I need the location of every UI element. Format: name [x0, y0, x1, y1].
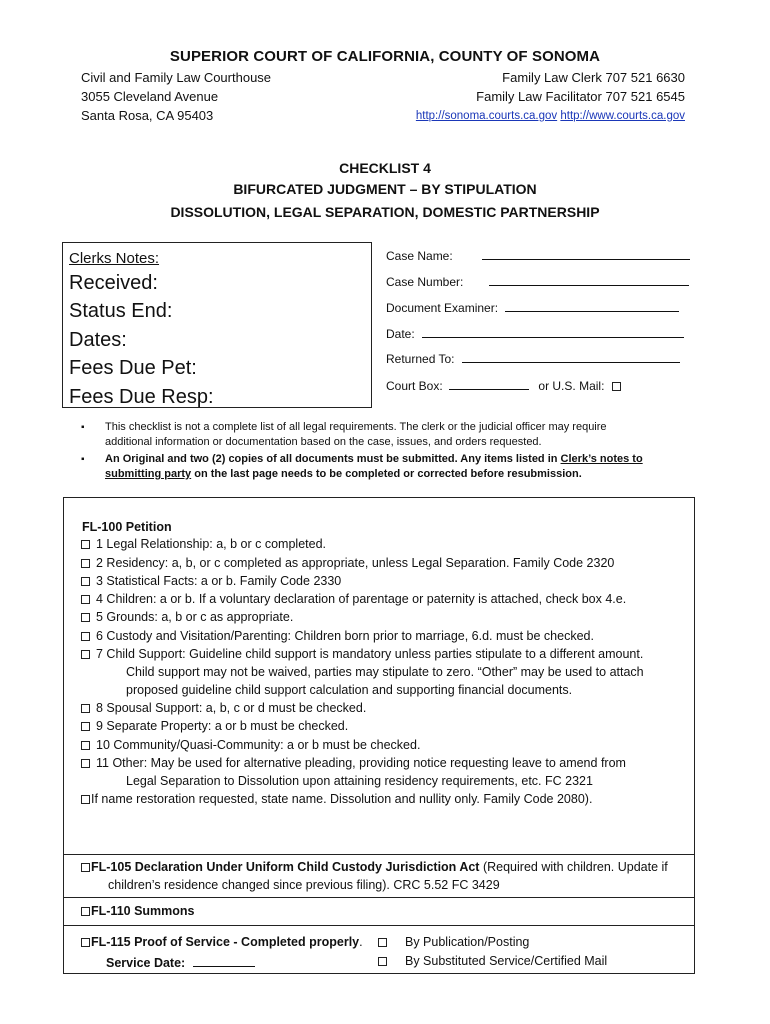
submitting-party-ref: submitting party	[105, 468, 192, 480]
fl100-item-1-text: 1 Legal Relationship: a, b or c completed.	[96, 537, 326, 551]
court-box-label: Court Box:	[386, 379, 443, 393]
fl100-item-3-checkbox[interactable]	[81, 577, 90, 586]
fl100-item-11-text: 11 Other: May be used for alternative pleading, providing notice requesting leave to amend from	[96, 756, 626, 770]
us-mail-checkbox[interactable]	[612, 382, 621, 391]
fl100-item-7-cont-1: Child support may not be waived, parties may stipulate to zero. “Other” may be used to attach	[126, 665, 644, 679]
fl100-item-8	[81, 701, 366, 715]
fl100-item-6	[81, 629, 594, 643]
case-name-line[interactable]	[482, 247, 690, 260]
date-label: Date:	[386, 327, 415, 341]
courthouse-name: Civil and Family Law Courthouse	[81, 70, 272, 85]
checklist-number: CHECKLIST 4	[339, 160, 431, 176]
fl105-checkbox[interactable]	[81, 863, 90, 872]
fl110-item	[81, 904, 195, 918]
checklist-scope: DISSOLUTION, LEGAL SEPARATION, DOMESTIC PARTNERSHIP	[170, 204, 600, 220]
divider	[63, 854, 695, 855]
fl100-item-9-text: 9 Separate Property: a or b must be checked.	[96, 719, 349, 733]
fl100-item-2-checkbox[interactable]	[81, 559, 90, 568]
fl100-item-3-text: 3 Statistical Facts: a or b. Family Code 2330	[96, 574, 342, 588]
returned-to-field	[386, 350, 680, 366]
fl110-title: FL-110 Summons	[91, 904, 195, 918]
fees-due-pet-label: Fees Due Pet:	[69, 357, 197, 379]
received-label: Received:	[69, 272, 158, 294]
fl115-title: FL-115 Proof of Service - Completed properly	[91, 935, 360, 949]
us-mail-label: or U.S. Mail:	[538, 379, 605, 393]
fl105-item	[81, 860, 668, 874]
notice-2-line-2: on the last page needs to be completed or corrected before resubmission.	[191, 468, 582, 480]
fl100-item-5	[81, 610, 293, 624]
fl100-item-2	[81, 556, 614, 570]
fl105-title: FL-105 Declaration Under Uniform Child Custody Jurisdiction Act	[91, 860, 480, 874]
service-date-field	[106, 954, 255, 970]
fl100-item-10-text: 10 Community/Quasi-Community: a or b must be checked.	[96, 738, 421, 752]
court-title: SUPERIOR COURT OF CALIFORNIA, COUNTY OF SONOMA	[169, 48, 601, 65]
fl100-item-5-checkbox[interactable]	[81, 613, 90, 622]
publication-checkbox[interactable]	[378, 938, 387, 947]
substituted-service-option	[378, 954, 607, 968]
fl110-checkbox[interactable]	[81, 907, 90, 916]
returned-to-line[interactable]	[462, 350, 680, 363]
fl105-note-cont: children’s residence changed since previous filing). CRC 5.52 FC 3429	[108, 878, 500, 892]
fl115-period: .	[359, 935, 363, 949]
fl100-title: FL-100 Petition	[82, 520, 172, 534]
substituted-service-checkbox[interactable]	[378, 957, 387, 966]
fl100-item-4-text: 4 Children: a or b. If a voluntary declaration of parentage or paternity is attached, check box 4.e.	[96, 592, 627, 606]
date-line[interactable]	[422, 325, 684, 338]
facilitator-phone: Family Law Facilitator 707 521 6545	[476, 89, 685, 104]
bullet-icon: ▪	[81, 422, 85, 433]
courthouse-city: Santa Rosa, CA 95403	[81, 108, 214, 123]
service-date-label: Service Date:	[106, 956, 186, 970]
dates-label: Dates:	[69, 329, 127, 351]
notice-2-line-1: An Original and two (2) copies of all documents must be submitted. Any items listed in	[105, 453, 561, 465]
name-restoration-text: If name restoration requested, state name. Dissolution and nullity only. Family Code 2080).	[91, 792, 593, 806]
case-name-label: Case Name:	[386, 249, 453, 263]
fl100-item-8-text: 8 Spousal Support: a, b, c or d must be checked.	[96, 701, 367, 715]
court-box-line[interactable]	[449, 377, 529, 390]
publication-label: By Publication/Posting	[405, 935, 530, 949]
notice-2	[81, 452, 651, 482]
checklist-subtitle: BIFURCATED JUDGMENT – BY STIPULATION	[233, 181, 537, 197]
fl100-item-11	[81, 756, 626, 770]
fl100-item-5-text: 5 Grounds: a, b or c as appropriate.	[96, 610, 294, 624]
status-end-label: Status End:	[69, 300, 173, 322]
fl100-item-7	[81, 647, 643, 661]
fl100-item-4	[81, 592, 626, 606]
returned-to-label: Returned To:	[386, 352, 455, 366]
fl100-item-11-checkbox[interactable]	[81, 759, 90, 768]
fees-due-resp-label: Fees Due Resp:	[69, 386, 214, 408]
court-links	[416, 110, 685, 122]
fl100-item-10	[81, 738, 420, 752]
fl100-item-3	[81, 574, 341, 588]
court-box-field	[386, 377, 624, 393]
fl105-note: (Required with children. Update if	[479, 860, 668, 874]
fl100-item-1	[81, 537, 326, 551]
fl100-item-6-text: 6 Custody and Visitation/Parenting: Children born prior to marriage, 6.d. must be checked.	[96, 629, 594, 643]
fl100-item-1-checkbox[interactable]	[81, 540, 90, 549]
fl100-item-9	[81, 719, 348, 733]
courthouse-street: 3055 Cleveland Avenue	[81, 89, 219, 104]
divider	[63, 897, 695, 898]
notice-1-line-2: additional information or documentation based on the case, issues, and orders requested.	[105, 436, 542, 448]
name-restoration-checkbox[interactable]	[81, 795, 90, 804]
fl100-item-11-cont: Legal Separation to Dissolution upon attaining residency requirements, etc. FC 2321	[126, 774, 593, 788]
date-field	[386, 325, 684, 341]
fl100-item-4-checkbox[interactable]	[81, 595, 90, 604]
fl100-item-10-checkbox[interactable]	[81, 741, 90, 750]
case-number-field	[386, 273, 689, 289]
document-examiner-line[interactable]	[505, 299, 679, 312]
substituted-service-label: By Substituted Service/Certified Mail	[405, 954, 608, 968]
sonoma-courts-link[interactable]: http://sonoma.courts.ca.gov	[415, 110, 558, 122]
notice-1-line-1: This checklist is not a complete list of all legal requirements. The clerk or the judicial officer may require	[105, 421, 607, 433]
clerks-notes-ref: Clerk’s notes to	[560, 453, 643, 465]
clerks-notes-title: Clerks Notes:	[69, 250, 160, 267]
document-examiner-field	[386, 299, 679, 315]
divider	[63, 925, 695, 926]
notice-1	[81, 420, 651, 450]
fl115-checkbox[interactable]	[81, 938, 90, 947]
case-name-field	[386, 247, 690, 263]
clerk-phone: Family Law Clerk 707 521 6630	[502, 70, 685, 85]
service-date-line[interactable]	[193, 954, 255, 967]
publication-option	[378, 935, 529, 949]
case-number-label: Case Number:	[386, 275, 464, 289]
case-number-line[interactable]	[489, 273, 689, 286]
name-restoration-item	[81, 792, 592, 806]
fl100-item-7-text: 7 Child Support: Guideline child support is mandatory unless parties stipulate to a different amount.	[96, 647, 644, 661]
fl100-item-7-cont-2: proposed guideline child support calculation and supporting financial documents.	[126, 683, 573, 697]
fl100-item-8-checkbox[interactable]	[81, 704, 90, 713]
fl100-item-9-checkbox[interactable]	[81, 722, 90, 731]
bullet-icon: ▪	[81, 454, 85, 465]
ca-courts-link[interactable]: http://www.courts.ca.gov	[560, 110, 685, 122]
fl100-item-6-checkbox[interactable]	[81, 632, 90, 641]
fl100-item-7-checkbox[interactable]	[81, 650, 90, 659]
document-examiner-label: Document Examiner:	[386, 301, 499, 315]
fl115-item	[81, 935, 363, 949]
fl100-item-2-text: 2 Residency: a, b, or c completed as appropriate, unless Legal Separation. Family Code 2320	[96, 556, 615, 570]
